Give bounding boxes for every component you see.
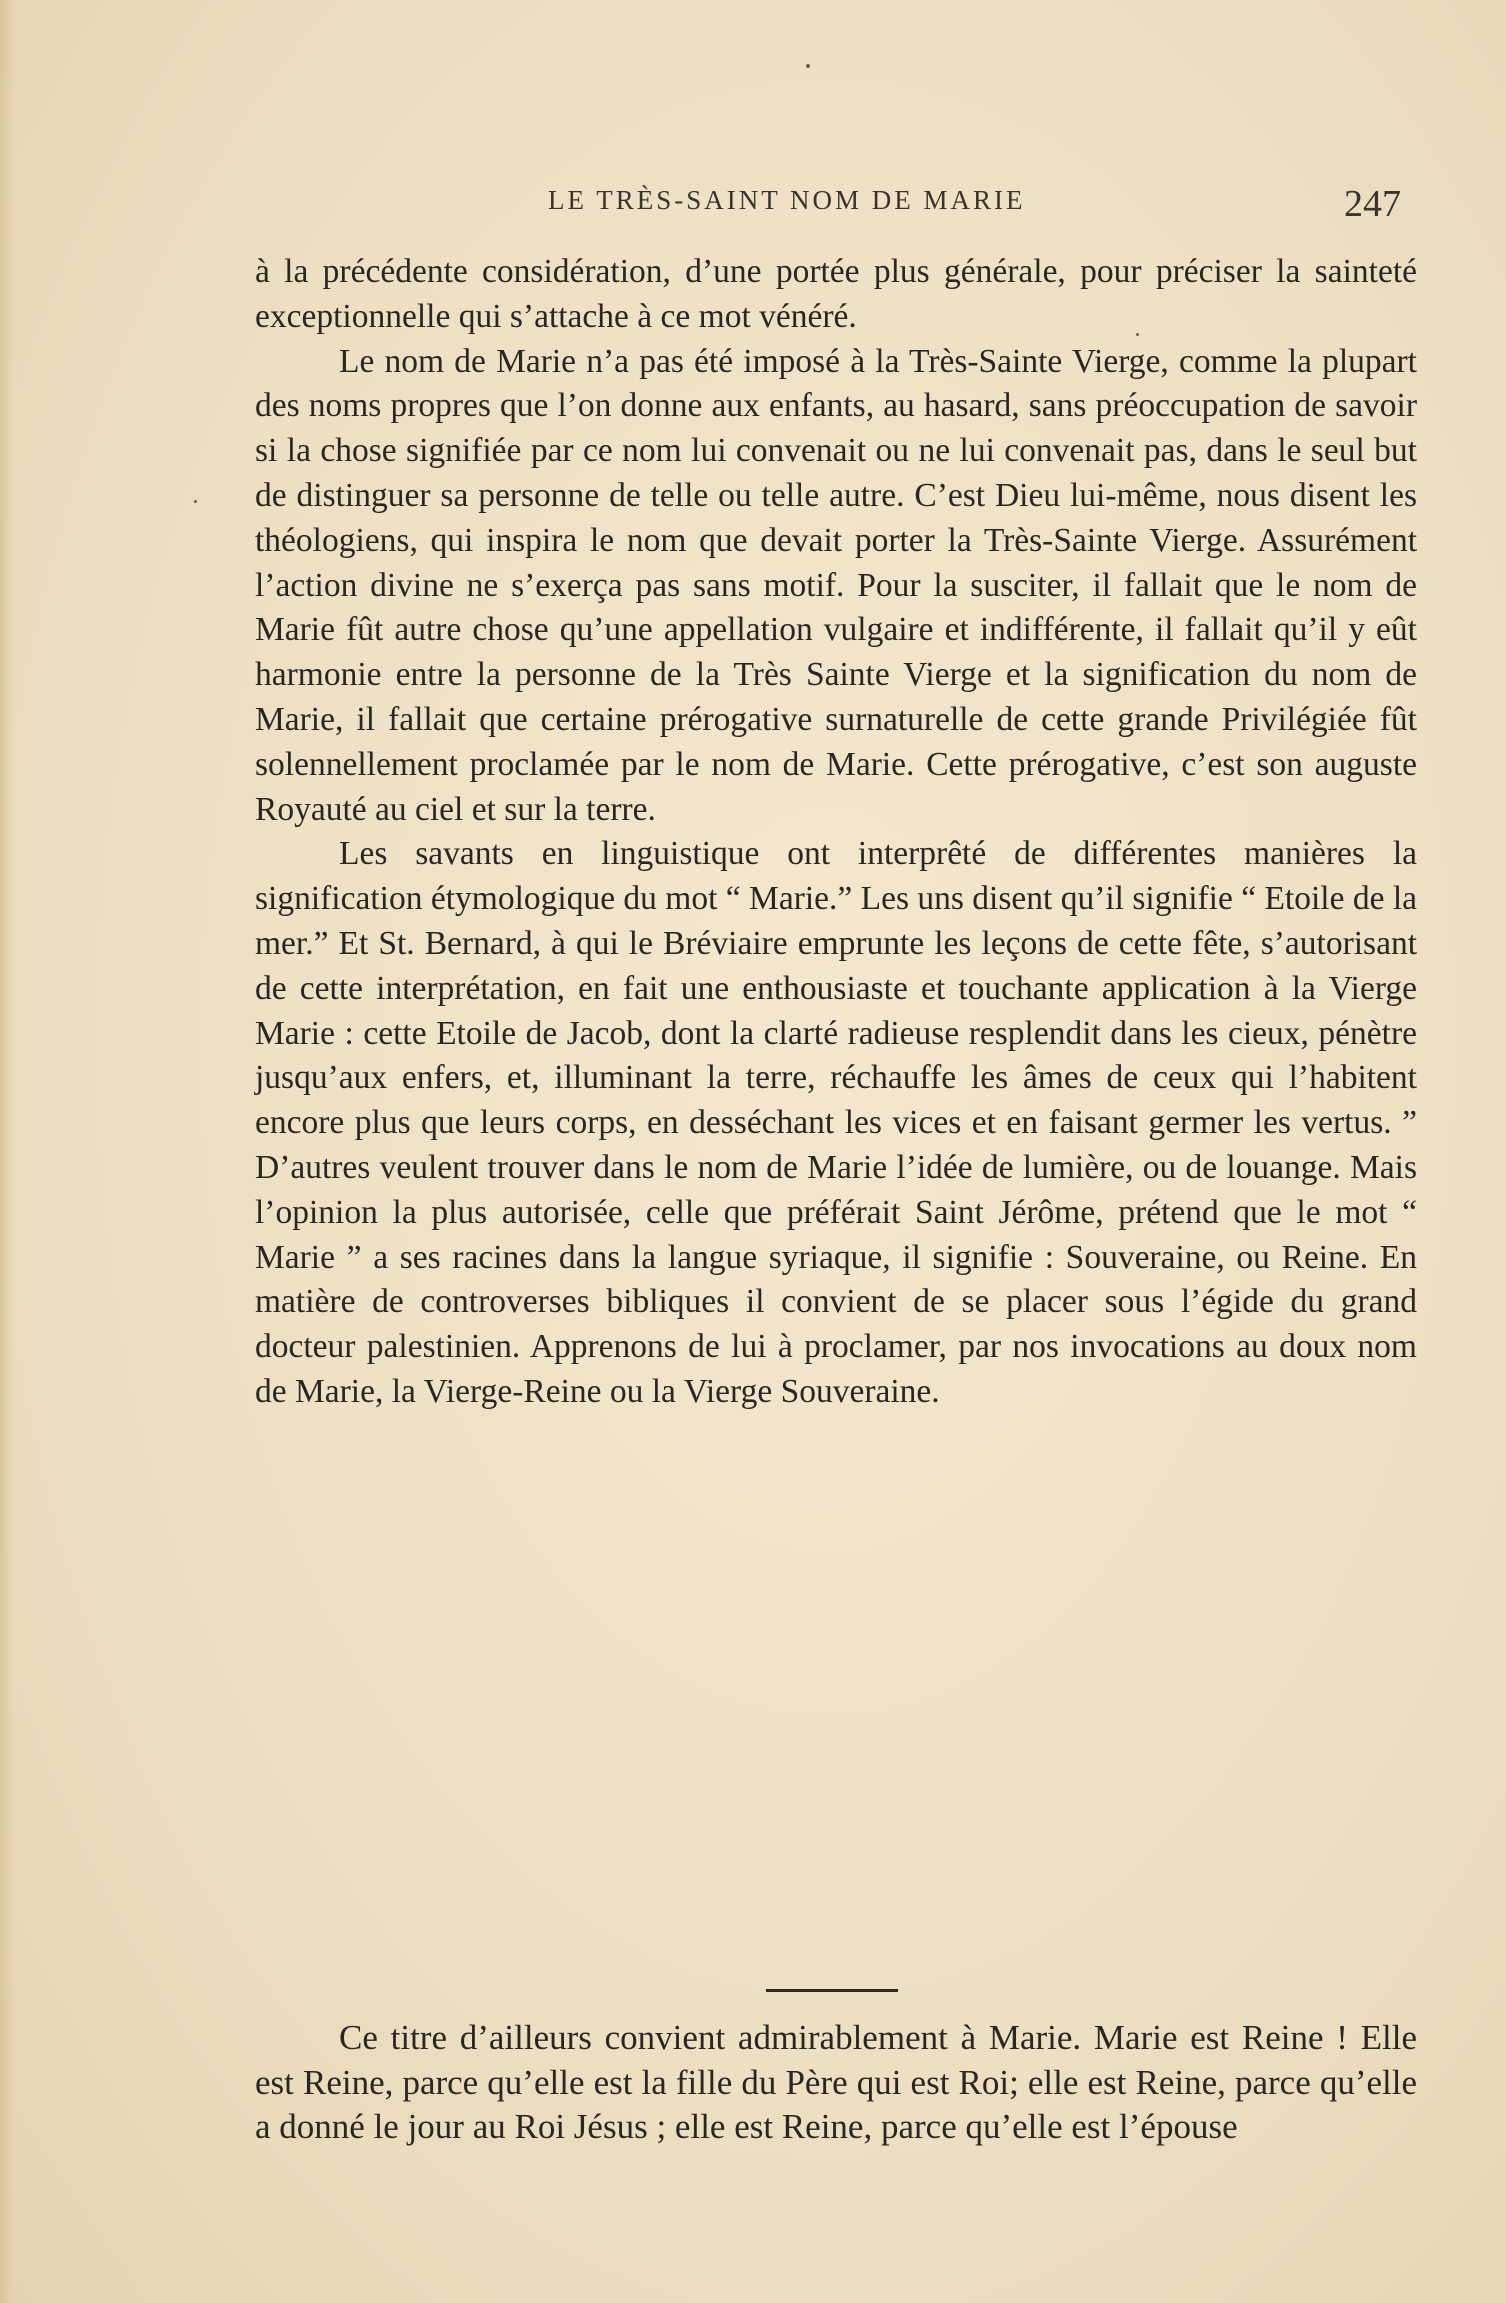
page-edge-shadow: [0, 0, 14, 2303]
paper-speck: [806, 64, 810, 68]
paragraph-reine: Ce titre d’ailleurs convient admirablement à Marie. Marie est Reine ! Elle est Reine, parce qu’elle est la fille du Père qui est Roi; elle est Reine, parce qu’elle a donné le jour au Roi Jésus ; elle est Reine, parce qu’elle est l’épouse: [255, 2018, 1417, 2146]
paragraph-etymology: Les savants en linguistique ont interprêté de différentes manières la signification étymologique du mot “ Marie.” Les uns disent qu’il signifie “ Etoile de la mer.” Et St. Bernard, à qui le Bréviaire emprunte les leçons de cette fête, s’autorisant de cette interprétation, en fait une enthousiaste et touchante application à la Vierge Marie : cette Etoile de Jacob, dont la clarté radieuse resplendit dans les cieux, pénètre jusqu’aux enfers, et, illuminant la terre, réchauffe les âmes de ceux qui l’habitent encore plus que leurs corps, en desséchant les vices et en faisant germer les vertus. ” D’autres veulent trouver dans le nom de Marie l’idée de lumière, ou de louange. Mais l’opinion la plus autorisée, celle que préférait Saint Jérôme, prétend que le mot “ Marie ” a ses racines dans la langue syriaque, il signifie : Souveraine, ou Reine. En matière de controverses bibliques il convient de se placer sous l’égide du grand docteur palestinien. Apprenons de lui à proclamer, par nos invocations au doux nom de Marie, la Vierge-Reine ou la Vierge Souveraine.: [255, 835, 1417, 1410]
paragraph-name-of-marie: Le nom de Marie n’a pas été imposé à la Très-Sainte Vierge, comme la plupart des noms propres que l’on donne aux enfants, au hasard, sans préoccupation de savoir si la chose signifiée par ce nom lui convenait ou ne lui convenait pas, dans le seul but de distinguer sa personne de telle ou telle autre. C’est Dieu lui-même, nous disent les théologiens, qui inspira le nom que devait porter la Très-Sainte Vierge. Assurément l’action divine ne s’exerça pas sans motif. Pour la susciter, il fallait que le nom de Marie fût autre chose qu’une appellation vulgaire et indifférente, il fallait qu’il y eût harmonie entre la personne de la Très Sainte Vierge et la signification du nom de Marie, il fallait que certaine prérogative surnaturelle de cette grande Privilégiée fût solennellement proclamée par le nom de Marie. Cette prérogative, c’est son auguste Royauté au ciel et sur la terre.: [255, 342, 1417, 828]
paragraph-continuation: à la précédente considération, d’une portée plus générale, pour préciser la sainteté exceptionnelle qui s’attache à ce mot vénéré.: [255, 253, 1417, 335]
section-divider: [766, 1989, 898, 1992]
paper-speck: [194, 500, 197, 503]
second-section-text-block: [255, 2016, 1417, 2150]
running-head: LE TRÈS-SAINT NOM DE MARIE: [548, 185, 1026, 215]
paper-speck: [1136, 333, 1139, 336]
main-text-block: [255, 250, 1417, 1415]
page-number: 247: [1344, 183, 1401, 225]
